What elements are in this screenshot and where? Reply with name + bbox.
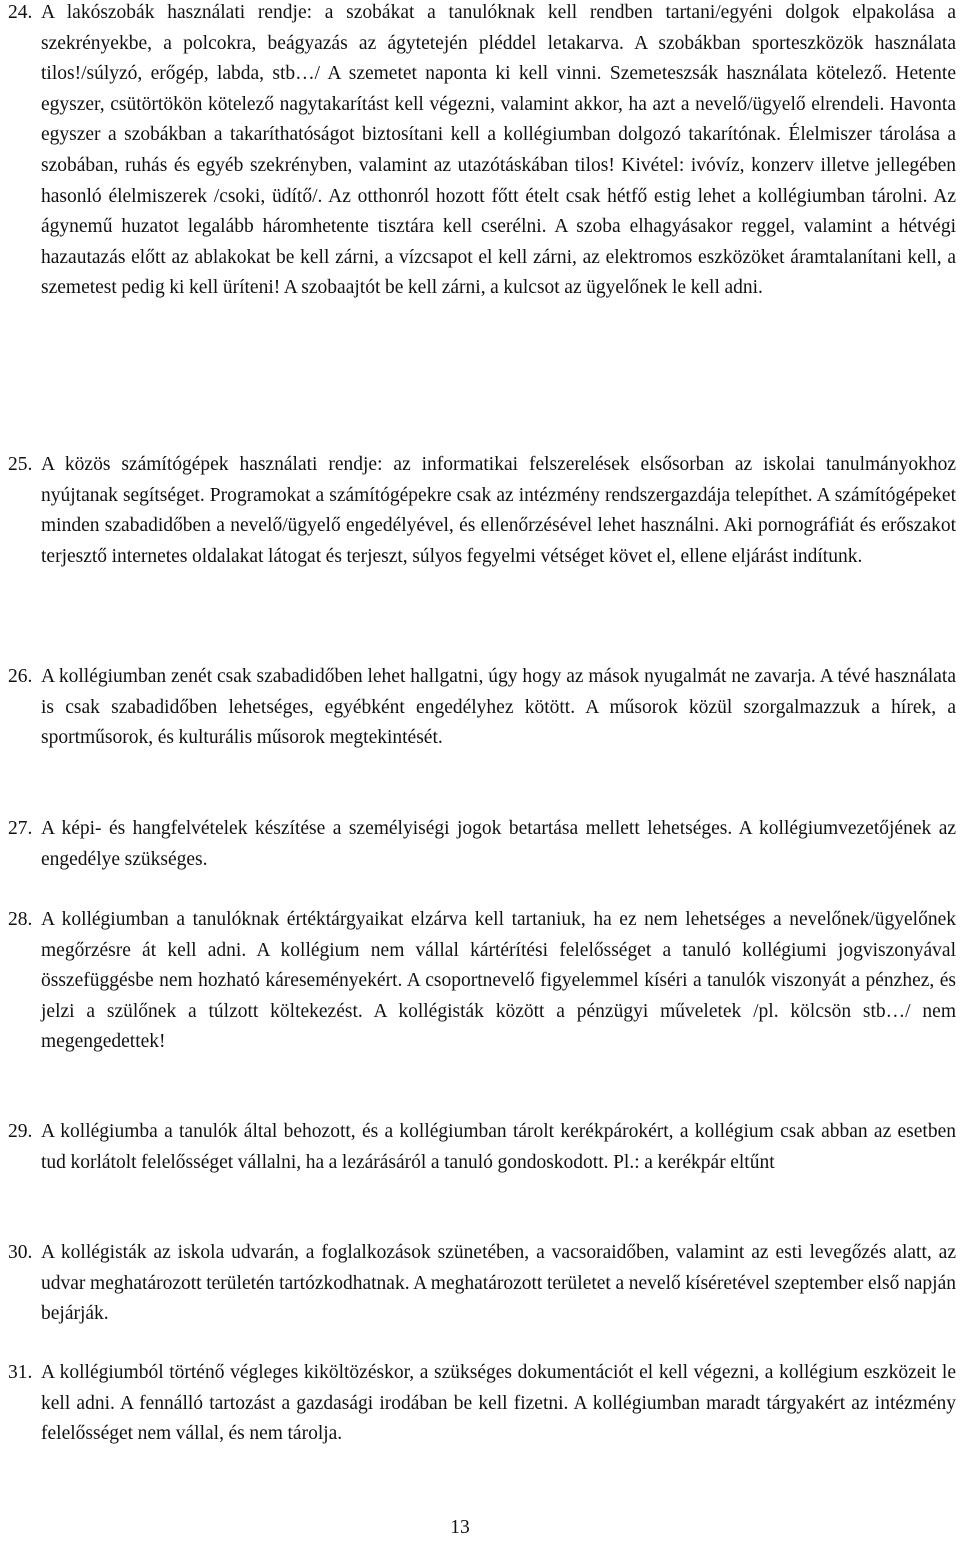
rule-item-31: [8, 1358, 956, 1450]
item-number: 30.: [8, 1242, 33, 1263]
item-number: 26.: [8, 666, 33, 687]
item-number: 28.: [8, 909, 33, 930]
rule-item-26: [8, 662, 956, 754]
rule-item-28: [8, 905, 956, 1058]
item-text: A kollégiumba a tanulók által behozott, és a kollégiumban tárolt kerékpárokért, a kollégium csak abban az esetben tud korlátolt felelősséget vállalni, ha a lezárásáról a tanuló gondoskodott. Pl.: a kerékpár eltűnt: [41, 1121, 956, 1173]
item-text: A kollégiumból történő végleges kiköltözéskor, a szükséges dokumentációt el kell végezni, a kollégium eszközeit le kell adni. A fennálló tartozást a gazdasági irodában be kell fizetni. A kollégiumban maradt tárgyakért az intézmény felelősséget nem vállal, és nem tárolja.: [41, 1362, 956, 1445]
item-number: 29.: [8, 1121, 33, 1142]
item-text: A kollégiumban a tanulóknak értéktárgyaikat elzárva kell tartaniuk, ha ez nem lehetséges a nevelőnek/ügyelőnek megőrzésre át kell adni. A kollégium nem vállal kártérítési felelősséget a tanuló kollégiumi jogviszonyával összefüggésbe nem hozható káreseményekért. A csoportnevelő figyelemmel kíséri a tanulók viszonyát a pénzhez, és jelzi a szülőnek a túlzott költekezést. A kollégisták között a pénzügyi műveletek /pl. kölcsön stb…/ nem megengedettek!: [41, 909, 956, 1053]
item-text: A kollégisták az iskola udvarán, a foglalkozások szünetében, a vacsoraidőben, valamint az esti levegőzés alatt, az udvar meghatározott területén tartózkodhatnak. A meghatározott területet a nevelő kíséretével szeptember első napján bejárják.: [41, 1242, 956, 1325]
rule-item-25: [8, 450, 956, 572]
item-text: A képi- és hangfelvételek készítése a személyiségi jogok betartása mellett lehetséges. A kollégiumvezetőjének az engedélye szükséges.: [41, 818, 956, 870]
item-text: A kollégiumban zenét csak szabadidőben lehet hallgatni, úgy hogy az mások nyugalmát ne zavarja. A tévé használata is csak szabadidőben lehetséges, egyébként engedélyhez kötött. A műsorok közül szorgalmazzuk a hírek, a sportműsorok, és kulturális műsorok megtekintését.: [41, 666, 956, 749]
rule-item-29: [8, 1117, 956, 1178]
rule-item-30: [8, 1238, 956, 1330]
item-number: 27.: [8, 818, 33, 839]
page-number: 13: [450, 1517, 470, 1538]
item-text: A lakószobák használati rendje: a szobákat a tanulóknak kell rendben tartani/egyéni dolgok elpakolása a szekrényekbe, a polcokra, beágyazás az ágytetején pléddel letakarva. A szobákban sporteszközök használata tilos!/súlyzó, erőgép, labda, stb…/ A szemetet naponta ki kell vinni. Szemeteszsák használata kötelező. Hetente egyszer, csütörtökön kötelező nagytakarítást kell végezni, valamint akkor, ha azt a nevelő/ügyelő elrendeli. Havonta egyszer a szobákban a takaríthatóságot biztosítani kell a kollégiumban dolgozó takarítónak. Élelmiszer tárolása a szobában, ruhás és egyéb szekrényben, valamint az utazótáskában tilos! Kivétel: ivóvíz, konzerv illetve jellegében hasonló élelmiszerek /csoki, üdítő/. Az otthonról hozott főtt ételt csak hétfő estig lehet a kollégiumban tárolni. Az ágynemű huzatot legalább háromhetente tisztára kell cserélni. A szoba elhagyásakor reggel, valamint a hétvégi hazautazás előtt az ablakokat be kell zárni, a vízcsapot el kell zárni, az elektromos eszközöket áramtalanítani kell, a szemetest pedig ki kell üríteni! A szobaajtót be kell zárni, a kulcsot az ügyelőnek le kell adni.: [41, 2, 956, 299]
item-number: 31.: [8, 1362, 33, 1383]
item-number: 25.: [8, 454, 33, 475]
rule-item-24: [8, 0, 956, 304]
item-text: A közös számítógépek használati rendje: az informatikai felszerelések elsősorban az iskolai tanulmányokhoz nyújtanak segítséget. Programokat a számítógépekre csak az intézmény rendszergazdája telepíthet. A számítógépeket minden szabadidőben a nevelő/ügyelő engedélyével, és ellenőrzésével lehet használni. Aki pornográfiát és erőszakot terjesztő internetes oldalakat látogat és terjeszt, súlyos fegyelmi vétséget követ el, ellene eljárást indítunk.: [41, 454, 956, 567]
rule-item-27: [8, 814, 956, 875]
item-number: 24.: [8, 2, 33, 23]
